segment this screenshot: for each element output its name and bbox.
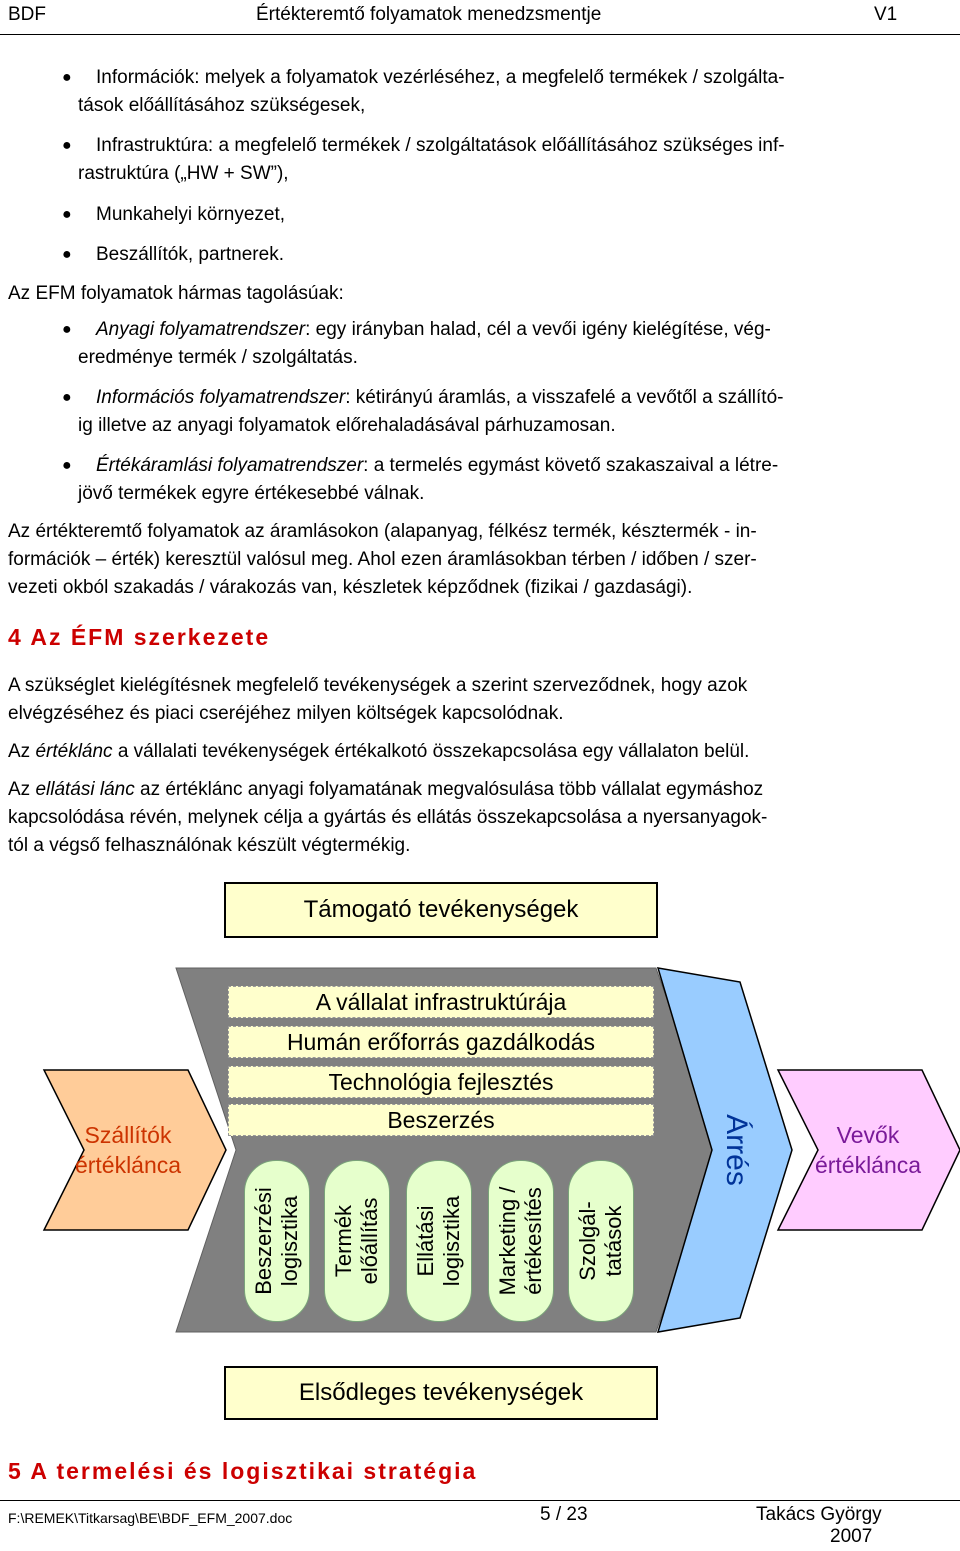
- label-line: Szolgál-: [575, 1201, 600, 1281]
- header-version: V1: [874, 4, 898, 25]
- efm-intro: Az EFM folyamatok hármas tagolásúak:: [8, 283, 344, 304]
- customers-line: értéklánca: [814, 1152, 922, 1178]
- list-item: [96, 64, 960, 92]
- primary-activity: [488, 1160, 554, 1322]
- margin-label: Árrés: [720, 1114, 753, 1186]
- label-line: előállítás: [357, 1197, 382, 1285]
- primary-activity-label: [331, 1198, 383, 1285]
- support-band: Humán erőforrás gazdálkodás: [228, 1026, 654, 1058]
- para-value-chain: [8, 738, 952, 766]
- label-line: logisztika: [439, 1195, 464, 1287]
- para-line: kapcsolódása révén, melynek célja a gyártás és ellátás összekapcsolása a nyersanyagok-: [8, 807, 768, 828]
- footer-year: 2007: [830, 1526, 873, 1547]
- para-line: A szükséglet kielégítésnek megfelelő tevékenységek a szerint szerveződnek, hogy azok: [8, 675, 748, 696]
- para-line: elvégzéséhez és piaci cseréjéhez milyen költségek kapcsolódnak.: [8, 703, 564, 724]
- list-item-line: eredménye termék / szolgáltatás.: [78, 347, 358, 368]
- para-line: tól a végső felhasználónak készült végtermékig.: [8, 835, 411, 856]
- list-item-line: ig illetve az anyagi folyamatok előrehaladásával párhuzamosan.: [78, 415, 616, 436]
- suppliers-label: [58, 1120, 198, 1180]
- support-band: Beszerzés: [228, 1104, 654, 1136]
- header-title: Értékteremtő folyamatok menedzsmentje: [256, 4, 602, 25]
- term: Értékáramlási folyamatrendszer: [96, 455, 364, 476]
- primary-activity-label: [413, 1196, 465, 1286]
- suppliers-line: Szállítók: [84, 1122, 172, 1148]
- text: az értéklánc anyagi folyamatának megvalósulása több vállalat egymáshoz: [134, 779, 764, 800]
- primary-activity-label: [251, 1187, 303, 1295]
- bullet-icon: ●: [62, 69, 72, 86]
- suppliers-line: értéklánca: [74, 1152, 182, 1178]
- label-line: értékesítés: [521, 1187, 546, 1295]
- support-band: Technológia fejlesztés: [228, 1066, 654, 1098]
- header-rule: [0, 34, 960, 35]
- support-activities-title: Támogató tevékenységek: [224, 882, 658, 938]
- section-5-heading: 5 A termelési és logisztikai stratégia: [8, 1458, 478, 1484]
- bullet-icon: ●: [62, 389, 72, 406]
- page-number: 5 / 23: [540, 1504, 588, 1525]
- list-item-line: tások előállításához szükségesek,: [78, 95, 366, 116]
- text: : egy irányban halad, cél a vevői igény kielégítése, vég-: [305, 319, 771, 340]
- customers-line: Vevők: [836, 1122, 900, 1148]
- label-line: logisztika: [277, 1195, 302, 1287]
- list-item: [96, 316, 948, 344]
- term: Anyagi folyamatrendszer: [96, 319, 306, 340]
- support-band: A vállalat infrastruktúrája: [228, 986, 654, 1018]
- label-line: Beszerzési: [251, 1187, 276, 1295]
- bullet-icon: ●: [62, 206, 72, 223]
- term: Információs folyamatrendszer: [96, 387, 346, 408]
- header-left: BDF: [8, 4, 46, 25]
- primary-activity: [568, 1160, 634, 1322]
- list-item-line: Információk: melyek a folyamatok vezérléséhez, a megfelelő termékek / szolgálta-: [96, 67, 785, 88]
- primary-activities-title: Elsődleges tevékenységek: [224, 1366, 658, 1420]
- text: : a termelés egymást követő szakaszaival a létre-: [363, 455, 779, 476]
- footer-author: Takács György: [756, 1504, 882, 1525]
- primary-activity-label: [575, 1201, 627, 1280]
- para-line: formációk – érték) keresztül valósul meg. Ahol ezen áramlásokban térben / időben / szer-: [8, 549, 757, 570]
- text: : kétirányú áramlás, a visszafelé a vevőtől a szállító-: [345, 387, 784, 408]
- para-line: vezeti okból szakadás / várakozás van, készletek képződnek (fizikai / gazdasági).: [8, 577, 693, 598]
- list-item-line: Infrastruktúra: a megfelelő termékek / szolgáltatások előállításához szükséges inf-: [96, 135, 785, 156]
- label-line: Ellátási: [413, 1205, 438, 1277]
- label-line: tatások: [601, 1205, 626, 1277]
- text: a vállalati tevékenységek értékalkotó összekapcsolása egy vállalaton belül.: [112, 741, 750, 762]
- footer-rule: [0, 1500, 960, 1501]
- term: ellátási lánc: [35, 779, 135, 800]
- bullet-icon: ●: [62, 457, 72, 474]
- bullet-icon: ●: [62, 246, 72, 263]
- text: Az: [8, 779, 36, 800]
- bullet-icon: ●: [62, 321, 72, 338]
- primary-activity: [244, 1160, 310, 1322]
- list-item-line: jövő termékek egyre értékesebbé válnak.: [78, 483, 425, 504]
- customers-label: [798, 1120, 938, 1180]
- primary-activity-label: [495, 1187, 547, 1296]
- list-item: [96, 384, 948, 412]
- bullet-icon: ●: [62, 137, 72, 154]
- footer-path: F:\REMEK\Titkarsag\BE\BDF_EFM_2007.doc: [8, 1510, 293, 1526]
- primary-activity: [406, 1160, 472, 1322]
- section-4-heading: 4 Az ÉFM szerkezete: [8, 624, 271, 650]
- label-line: Marketing /: [495, 1186, 520, 1296]
- label-line: Termék: [331, 1204, 356, 1278]
- term: értéklánc: [35, 741, 113, 762]
- para-line: Az értékteremtő folyamatok az áramlásokon (alapanyag, félkész termék, késztermék - in-: [8, 521, 757, 542]
- para-supply-chain: [8, 776, 952, 804]
- list-item: Munkahelyi környezet,: [96, 204, 286, 225]
- list-item: [96, 452, 948, 480]
- list-item: Beszállítók, partnerek.: [96, 244, 284, 265]
- text: Az: [8, 741, 36, 762]
- primary-activity: [324, 1160, 390, 1322]
- list-item-line: rastruktúra („HW + SW”),: [78, 163, 289, 184]
